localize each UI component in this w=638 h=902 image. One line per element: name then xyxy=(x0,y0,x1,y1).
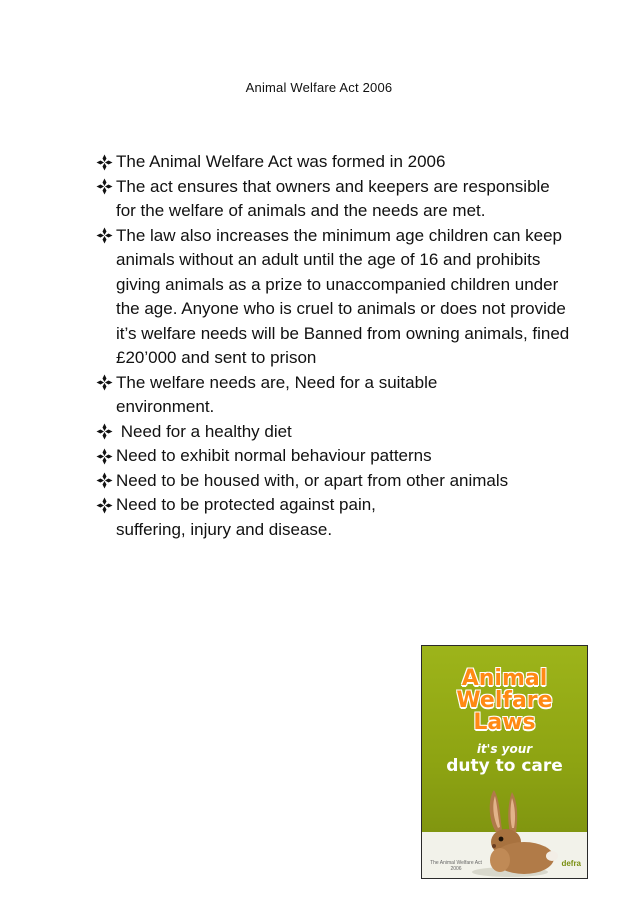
list-item xyxy=(96,469,536,494)
diamond-bullet-icon xyxy=(96,371,114,395)
diamond-bullet-icon xyxy=(96,420,114,444)
diamond-bullet-icon xyxy=(96,224,114,248)
list-item-text: The Animal Welfare Act was formed in 2006 xyxy=(116,152,446,171)
list-item-text: Need to be housed with, or apart from other animals xyxy=(116,470,509,490)
diamond-bullet-icon xyxy=(96,493,114,517)
list-item xyxy=(96,224,578,371)
diamond-bullet-icon xyxy=(96,469,114,493)
poster-slogan: duty to care xyxy=(446,756,563,776)
list-item-text: Need for a healthy diet xyxy=(116,421,292,441)
diamond-bullet-icon xyxy=(96,150,114,174)
list-item-text: Need to be protected against pain, suffering, injury and disease. xyxy=(116,495,376,539)
poster-title-line: Welfare xyxy=(456,688,553,713)
list-item-text: The law also increases the minimum age children can keep animals without an adult until the age of 16 and prohibits giving animals as a prize to unaccompanied children under the age. Anyone who is cruel to animals or does not provide it’s welfare needs will be Banned from owning animals, fined £20’000 and sent to prison xyxy=(116,225,570,367)
document-title: Animal Welfare Act 2006 xyxy=(245,80,393,95)
bullet-list xyxy=(96,150,576,542)
poster-tagline: it's your xyxy=(476,742,533,756)
list-item xyxy=(96,420,576,445)
list-item xyxy=(96,150,576,175)
list-item xyxy=(96,444,576,469)
list-item-text: The welfare needs are, Need for a suitable environment. xyxy=(116,372,438,416)
list-item xyxy=(96,493,378,542)
diamond-bullet-icon xyxy=(96,175,114,199)
animal-welfare-poster xyxy=(421,645,588,879)
poster-credit: The Animal Welfare Act 2006 xyxy=(430,860,482,872)
list-item-text: The act ensures that owners and keepers are responsible for the welfare of animals and the needs are met. xyxy=(116,176,550,220)
defra-logo: defra xyxy=(561,859,581,868)
list-item-text: Need to exhibit normal behaviour patterns xyxy=(116,446,432,465)
poster-title-line: Animal xyxy=(461,666,548,691)
list-item xyxy=(96,175,556,224)
poster-title-line: Laws xyxy=(473,710,536,735)
diamond-bullet-icon xyxy=(96,444,114,468)
list-item xyxy=(96,371,536,420)
